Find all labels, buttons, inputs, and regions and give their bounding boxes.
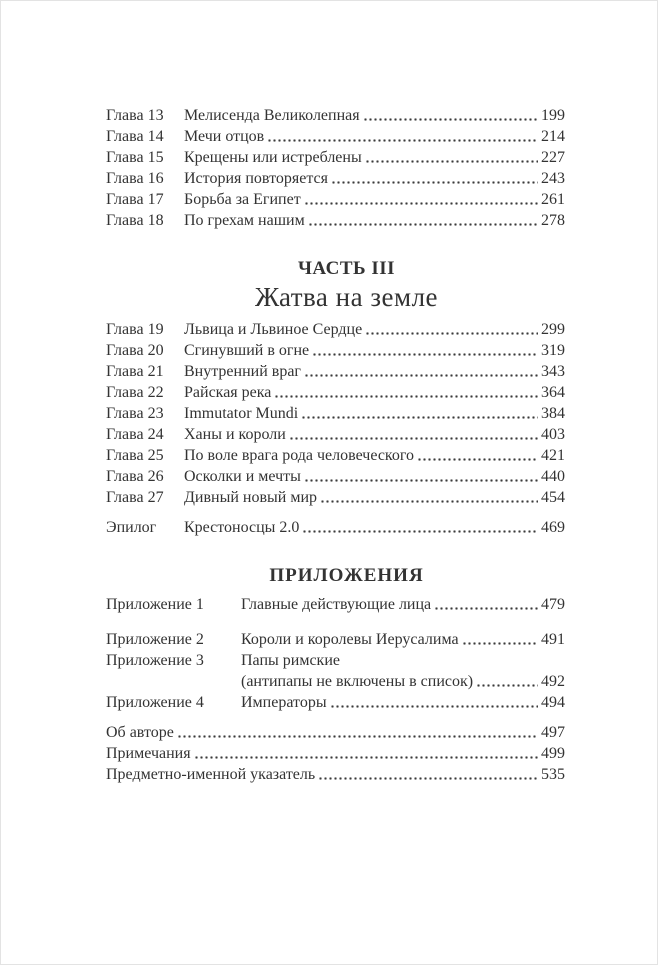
appendices-heading: ПРИЛОЖЕНИЯ (269, 565, 424, 586)
toc-row (106, 319, 565, 340)
dot-leader (308, 222, 538, 227)
toc-row (106, 168, 565, 189)
chapter-title: Сгинувший в огне (184, 342, 310, 359)
chapter-label: Глава 20 (106, 342, 164, 359)
chapter-title: Осколки и мечты (184, 468, 301, 485)
appendix-title: Императоры (241, 694, 327, 711)
chapter-label: Глава 14 (106, 128, 164, 145)
chapter-title: Львица и Львиное Сердце (184, 321, 363, 338)
toc-row (106, 445, 565, 466)
appendix-title: Короли и королевы Иерусалима (241, 631, 459, 648)
dot-leader (194, 755, 538, 760)
chapter-title: Борьба за Египет (184, 191, 301, 208)
toc-row (106, 340, 565, 361)
chapter-label: Глава 23 (106, 405, 164, 422)
backmatter-title: Об авторе (106, 724, 174, 741)
dot-leader (289, 436, 538, 441)
chapter-label: Глава 24 (106, 426, 164, 443)
page-number: 343 (541, 363, 565, 380)
toc-row (106, 403, 565, 424)
page-number: 492 (541, 673, 565, 690)
page-number: 494 (541, 694, 565, 711)
chapter-label: Глава 27 (106, 489, 164, 506)
dot-leader (274, 394, 538, 399)
dot-leader (304, 478, 538, 483)
chapter-label: Глава 13 (106, 107, 164, 124)
page-number: 364 (541, 384, 565, 401)
chapter-label: Глава 25 (106, 447, 164, 464)
dot-leader (320, 499, 538, 504)
appendix-label: Приложение 2 (106, 631, 204, 648)
toc-row (106, 692, 565, 713)
chapter-label: Глава 16 (106, 170, 164, 187)
toc-row (106, 105, 565, 126)
page-number: 421 (541, 447, 565, 464)
page-number: 278 (541, 212, 565, 229)
appendix-label: Приложение 1 (106, 596, 204, 613)
epilogue-row (106, 517, 565, 538)
dot-leader (302, 529, 538, 534)
chapter-title: Ханы и короли (184, 426, 286, 443)
backmatter-list (106, 722, 565, 785)
part3-chapter-list (106, 319, 565, 508)
toc-row (106, 361, 565, 382)
toc-row (106, 424, 565, 445)
toc-row (106, 629, 565, 650)
toc-row (106, 764, 565, 785)
chapter-title: По грехам нашим (184, 212, 305, 229)
toc-row (106, 147, 565, 168)
appendix-title: Главные действующие лица (241, 596, 432, 613)
page-number: 479 (541, 596, 565, 613)
page-number: 491 (541, 631, 565, 648)
toc-row (106, 126, 565, 147)
backmatter-title: Предметно-именной указатель (106, 766, 316, 783)
page-number: 214 (541, 128, 565, 145)
chapter-title: Крестоносцы 2.0 (184, 519, 300, 536)
chapter-label: Глава 26 (106, 468, 164, 485)
dot-leader (304, 201, 538, 206)
dot-leader (365, 159, 538, 164)
chapter-title: Дивный новый мир (184, 489, 318, 506)
page-number: 199 (541, 107, 565, 124)
chapter-label: Глава 15 (106, 149, 164, 166)
chapter-label: Глава 17 (106, 191, 164, 208)
dot-leader (462, 641, 538, 646)
table-of-contents (1, 1, 657, 785)
dot-leader (417, 457, 538, 462)
chapter-label: Глава 21 (106, 363, 164, 380)
dot-leader (312, 352, 538, 357)
toc-row (106, 743, 565, 764)
page-number: 243 (541, 170, 565, 187)
toc-row (106, 210, 565, 231)
chapter-title: Райская река (184, 384, 272, 401)
dot-leader (330, 704, 538, 709)
backmatter-title: Примечания (106, 745, 191, 762)
page-number: 403 (541, 426, 565, 443)
part-title: Жатва на земле (254, 282, 439, 312)
chapter-title: По воле врага рода человеческого (184, 447, 415, 464)
page-number: 440 (541, 468, 565, 485)
appendix-title: Папы римские (241, 652, 340, 669)
chapter-title: Immutator Mundi (184, 405, 299, 422)
page-number: 227 (541, 149, 565, 166)
toc-row (106, 671, 565, 692)
page-number: 384 (541, 405, 565, 422)
dot-leader (177, 734, 538, 739)
appendix-label: Приложение 3 (106, 652, 204, 669)
page-number: 319 (541, 342, 565, 359)
dot-leader (434, 606, 538, 611)
appendix-label: Приложение 4 (106, 694, 204, 711)
toc-row (106, 189, 565, 210)
dot-leader (365, 331, 538, 336)
toc-row (106, 650, 565, 671)
toc-row (106, 466, 565, 487)
dot-leader (304, 373, 538, 378)
dot-leader (301, 415, 538, 420)
chapter-title: История повторяется (184, 170, 328, 187)
toc-row (106, 382, 565, 403)
chapter-label: Глава 19 (106, 321, 164, 338)
part-kicker: ЧАСТЬ III (297, 258, 396, 279)
page-number: 535 (541, 766, 565, 783)
dot-leader (267, 138, 538, 143)
chapter-title: Мелисенда Великолепная (184, 107, 360, 124)
page-number: 469 (541, 519, 565, 536)
page-number: 497 (541, 724, 565, 741)
chapter-title: Мечи отцов (184, 128, 265, 145)
chapter-label: Глава 18 (106, 212, 164, 229)
dot-leader (363, 117, 538, 122)
page-number: 454 (541, 489, 565, 506)
dot-leader (331, 180, 538, 185)
dot-leader (476, 683, 538, 688)
page-number: 261 (541, 191, 565, 208)
chapter-label: Эпилог (106, 519, 157, 536)
toc-row (106, 722, 565, 743)
appendix-list (106, 594, 565, 713)
toc-row (106, 594, 565, 615)
chapter-title: Внутренний враг (184, 363, 301, 380)
part2-chapter-list (106, 105, 565, 231)
dot-leader (318, 776, 538, 781)
page-number: 499 (541, 745, 565, 762)
chapter-label: Глава 22 (106, 384, 164, 401)
appendix-title: (антипапы не включены в список) (241, 673, 474, 690)
chapter-title: Крещены или истреблены (184, 149, 362, 166)
toc-row (106, 487, 565, 508)
page-number: 299 (541, 321, 565, 338)
